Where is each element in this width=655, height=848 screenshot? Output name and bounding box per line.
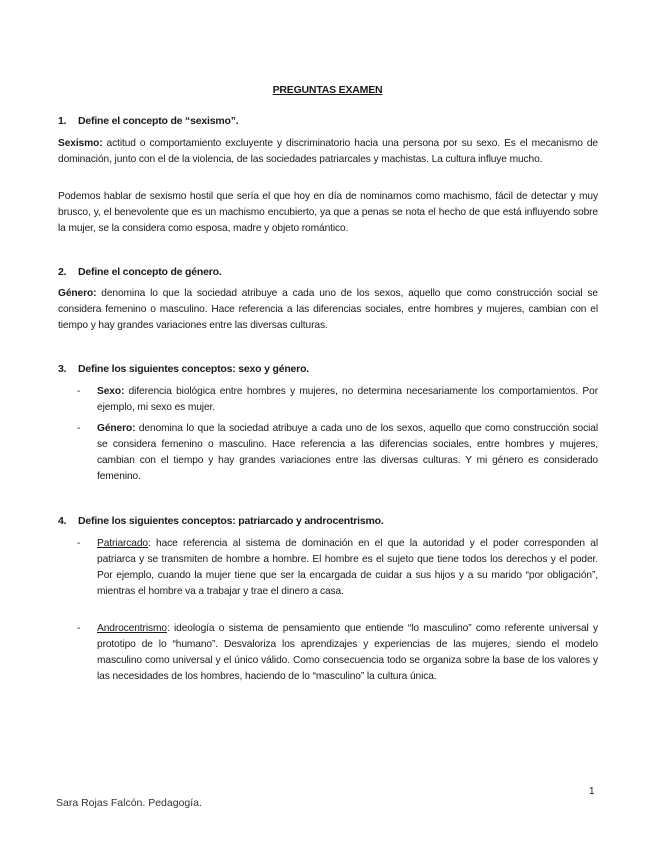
document-title: PREGUNTAS EXAMEN <box>272 84 383 96</box>
list-item-androcentrismo <box>77 621 598 685</box>
sexismo-term: Sexismo: <box>58 138 103 149</box>
question-2-heading <box>58 266 222 278</box>
list-dash: - <box>77 386 81 397</box>
question-3-number: 3. <box>58 363 67 375</box>
question-1-paragraph-2: Podemos hablar de sexismo hostil que sería el que hoy en día de nominamos como machismo, fácil de detectar y muy brusco, y, el benevolente que es un machismo encubierto, ya que a penas se nota el hecho de que está influyendo sobre la mujer, se la considera como esposa, madre y objeto romántico. <box>58 191 598 234</box>
genero-term: Género: <box>58 288 97 299</box>
question-1-heading <box>58 115 238 127</box>
patriarcado-term: Patriarcado <box>97 538 148 549</box>
question-4-heading <box>58 515 384 527</box>
question-2-text: Define el concepto de género. <box>78 266 222 278</box>
question-3-heading <box>58 363 309 375</box>
sexismo-definition: actitud o comportamiento excluyente y discriminatorio hacia una persona por su sexo. Es el mecanismo de dominación, junto con el de la violencia, de las sociedades patriarcales y machistas. La cultura influye mucho. <box>58 138 598 165</box>
question-2-paragraph <box>58 286 598 334</box>
sexo-term: Sexo: <box>97 386 125 397</box>
list-item-sexo <box>77 384 598 416</box>
list-dash: - <box>77 623 81 634</box>
page-number: 1 <box>589 786 595 797</box>
androcentrismo-definition: : ideología o sistema de pensamiento que entiende “lo masculino” como referente universal y prototipo de lo “humano”. Desvaloriza los aprendizajes y experiencias de las mujeres, siendo el modelo masculino como universal y el único válido. Como consecuencia todo se organiza sobre la base de los valores y las necesidades de los hombres, haciendo de lo “masculino” la cultura única. <box>97 623 598 682</box>
question-1-paragraph-1 <box>58 136 598 168</box>
genero-item-term: Género: <box>97 423 136 434</box>
question-3-text: Define los siguientes conceptos: sexo y género. <box>78 363 309 375</box>
list-dash: - <box>77 423 81 434</box>
question-1-text: Define el concepto de “sexismo”. <box>78 115 239 127</box>
list-item-genero <box>77 421 598 485</box>
question-4-text: Define los siguientes conceptos: patriarcado y androcentrismo. <box>78 515 384 527</box>
question-4-number: 4. <box>58 515 67 527</box>
page-footer: Sara Rojas Falcón. Pedagogía. <box>56 797 202 809</box>
genero-definition: denomina lo que la sociedad atribuye a cada uno de los sexos, aquello que como construcción social se considera femenino o masculino. Hace referencia a las diferencias sociales, entre hombres y mujeres, cambian con el tiempo y hay grandes variaciones entre las diversas culturas. <box>58 288 598 331</box>
list-dash: - <box>77 538 81 549</box>
question-1-number: 1. <box>58 115 67 127</box>
question-2-number: 2. <box>58 266 67 278</box>
androcentrismo-term: Androcentrismo <box>97 623 167 634</box>
list-item-patriarcado <box>77 536 598 600</box>
genero-item-definition: denomina lo que la sociedad atribuye a cada uno de los sexos, aquello que como construcción social se considera femenino o masculino. Hace referencia a las diferencias sociales, entre hombres y mujeres, cambian con el tiempo y hay grandes variaciones entre las diversas culturas. Y mi género es considerado femenino. <box>97 423 598 482</box>
patriarcado-definition: : hace referencia al sistema de dominación en el que la autoridad y el poder corresponden al patriarca y se transmiten de hombre a hombre. El hombre es el sujeto que tiene todos los derechos y el poder. Por ejemplo, cuando la mujer tiene que ser la encargada de cuidar a sus hijos y a su marido “por obligación”, mientras el hombre va a trabajar y trae el dinero a casa. <box>97 538 598 597</box>
sexo-definition: diferencia biológica entre hombres y mujeres, no determina necesariamente los comportamientos. Por ejemplo, mi sexo es mujer. <box>97 386 598 413</box>
